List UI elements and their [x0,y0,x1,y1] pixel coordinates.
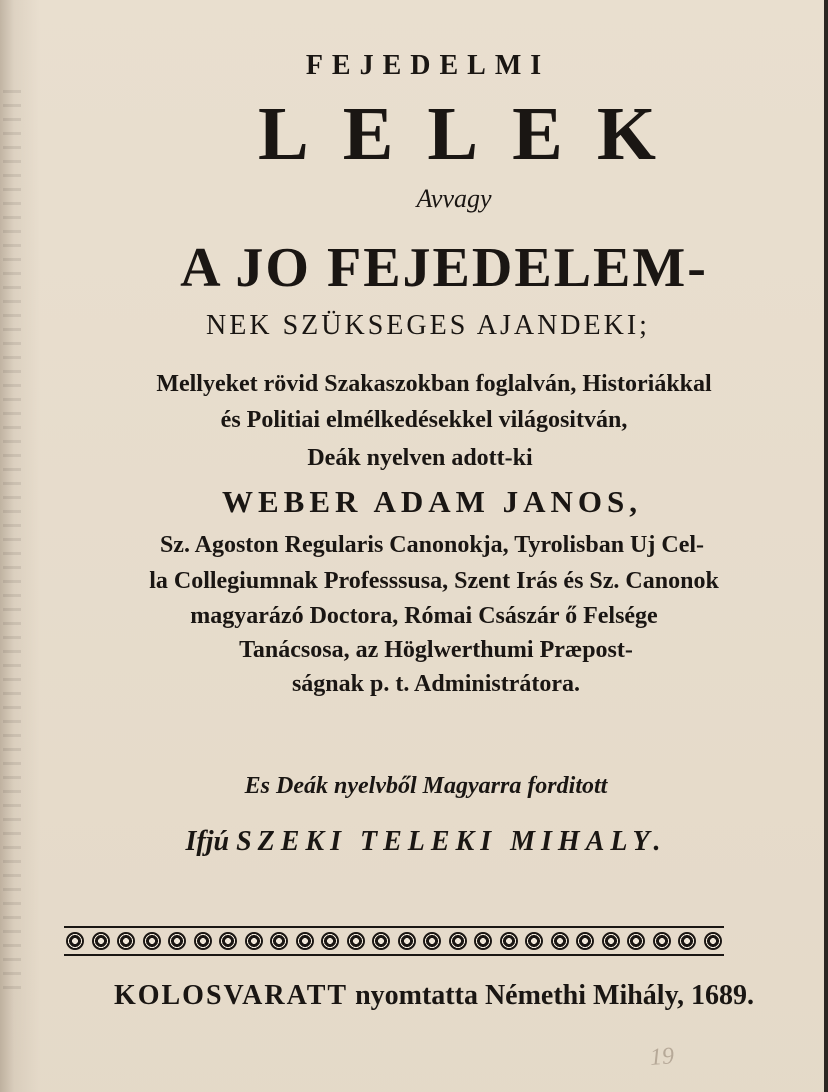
description-line: és Politiai elmélkedésekkel világositván, [220,407,628,433]
book-title: A JO FEJEDELEM- [180,237,708,299]
book-subtitle: NEK SZÜKSEGES AJANDEKI; [206,310,650,341]
ornament-rosette-icon [678,932,696,950]
ornament-rosette-icon [270,932,288,950]
ornament-rosette-icon [423,932,441,950]
description-line: Deák nyelven adott-ki [307,445,533,471]
imprint-city: KOLOSVARATT [113,980,349,1011]
ornamental-border [64,926,724,956]
translator-prefix: Ifjú [185,826,230,857]
main-title: LELEK [258,92,690,176]
ornament-rosette-icon [347,932,365,950]
ornament-rosette-icon [525,932,543,950]
description-line: Mellyeket rövid Szakaszokban foglalván, Historiákkal [156,371,712,397]
author-name: WEBER ADAM JANOS, [221,484,642,519]
ornament-rosette-icon [627,932,645,950]
ornament-rosette-icon [653,932,671,950]
translator-line [0,828,828,856]
author-info-line: Tanácsosa, az Höglwerthumi Præpost- [239,637,633,663]
ornament-rosette-icon [372,932,390,950]
ornament-rosette-icon [449,932,467,950]
ornament-rosette-icon [219,932,237,950]
ornament-rosette-icon [321,932,339,950]
author-info-line: Sz. Agoston Regularis Canonokja, Tyrolisban Uj Cel- [159,532,705,558]
ornament-rosette-icon [143,932,161,950]
connector-word: Avvagy [416,184,492,213]
imprint-printer-year: nyomtatta Némethi Mihály, 1689. [355,980,755,1011]
ornament-rosette-icon [602,932,620,950]
ornament-rosette-icon [704,932,722,950]
ornament-rosette-icon [245,932,263,950]
ornament-rosette-icon [117,932,135,950]
handwritten-note: 19 [649,1043,675,1071]
ornament-rosette-icon [296,932,314,950]
ornament-rosette-icon [66,932,84,950]
ornament-rosette-icon [474,932,492,950]
author-info-line: la Collegiumnak Professsusa, Szent Irás és Sz. Canonok [149,568,719,594]
ornament-rosette-icon [168,932,186,950]
translation-note: Es Deák nyelvből Magyarra forditott [244,773,608,799]
author-info-line: ságnak p. t. Administrátora. [291,671,581,697]
ornament-rosette-icon [194,932,212,950]
translator-name: SZEKI TELEKI MIHALY. [236,826,667,857]
ornament-rosette-icon [500,932,518,950]
imprint-line [0,982,828,1010]
ornament-rosette-icon [551,932,569,950]
author-info-line: magyarázó Doctora, Római Császár ő Felsége [190,603,658,629]
ornament-rosette-icon [576,932,594,950]
ornament-rosette-icon [398,932,416,950]
ornament-rosette-icon [92,932,110,950]
pre-title: FEJEDELMI [305,50,551,81]
